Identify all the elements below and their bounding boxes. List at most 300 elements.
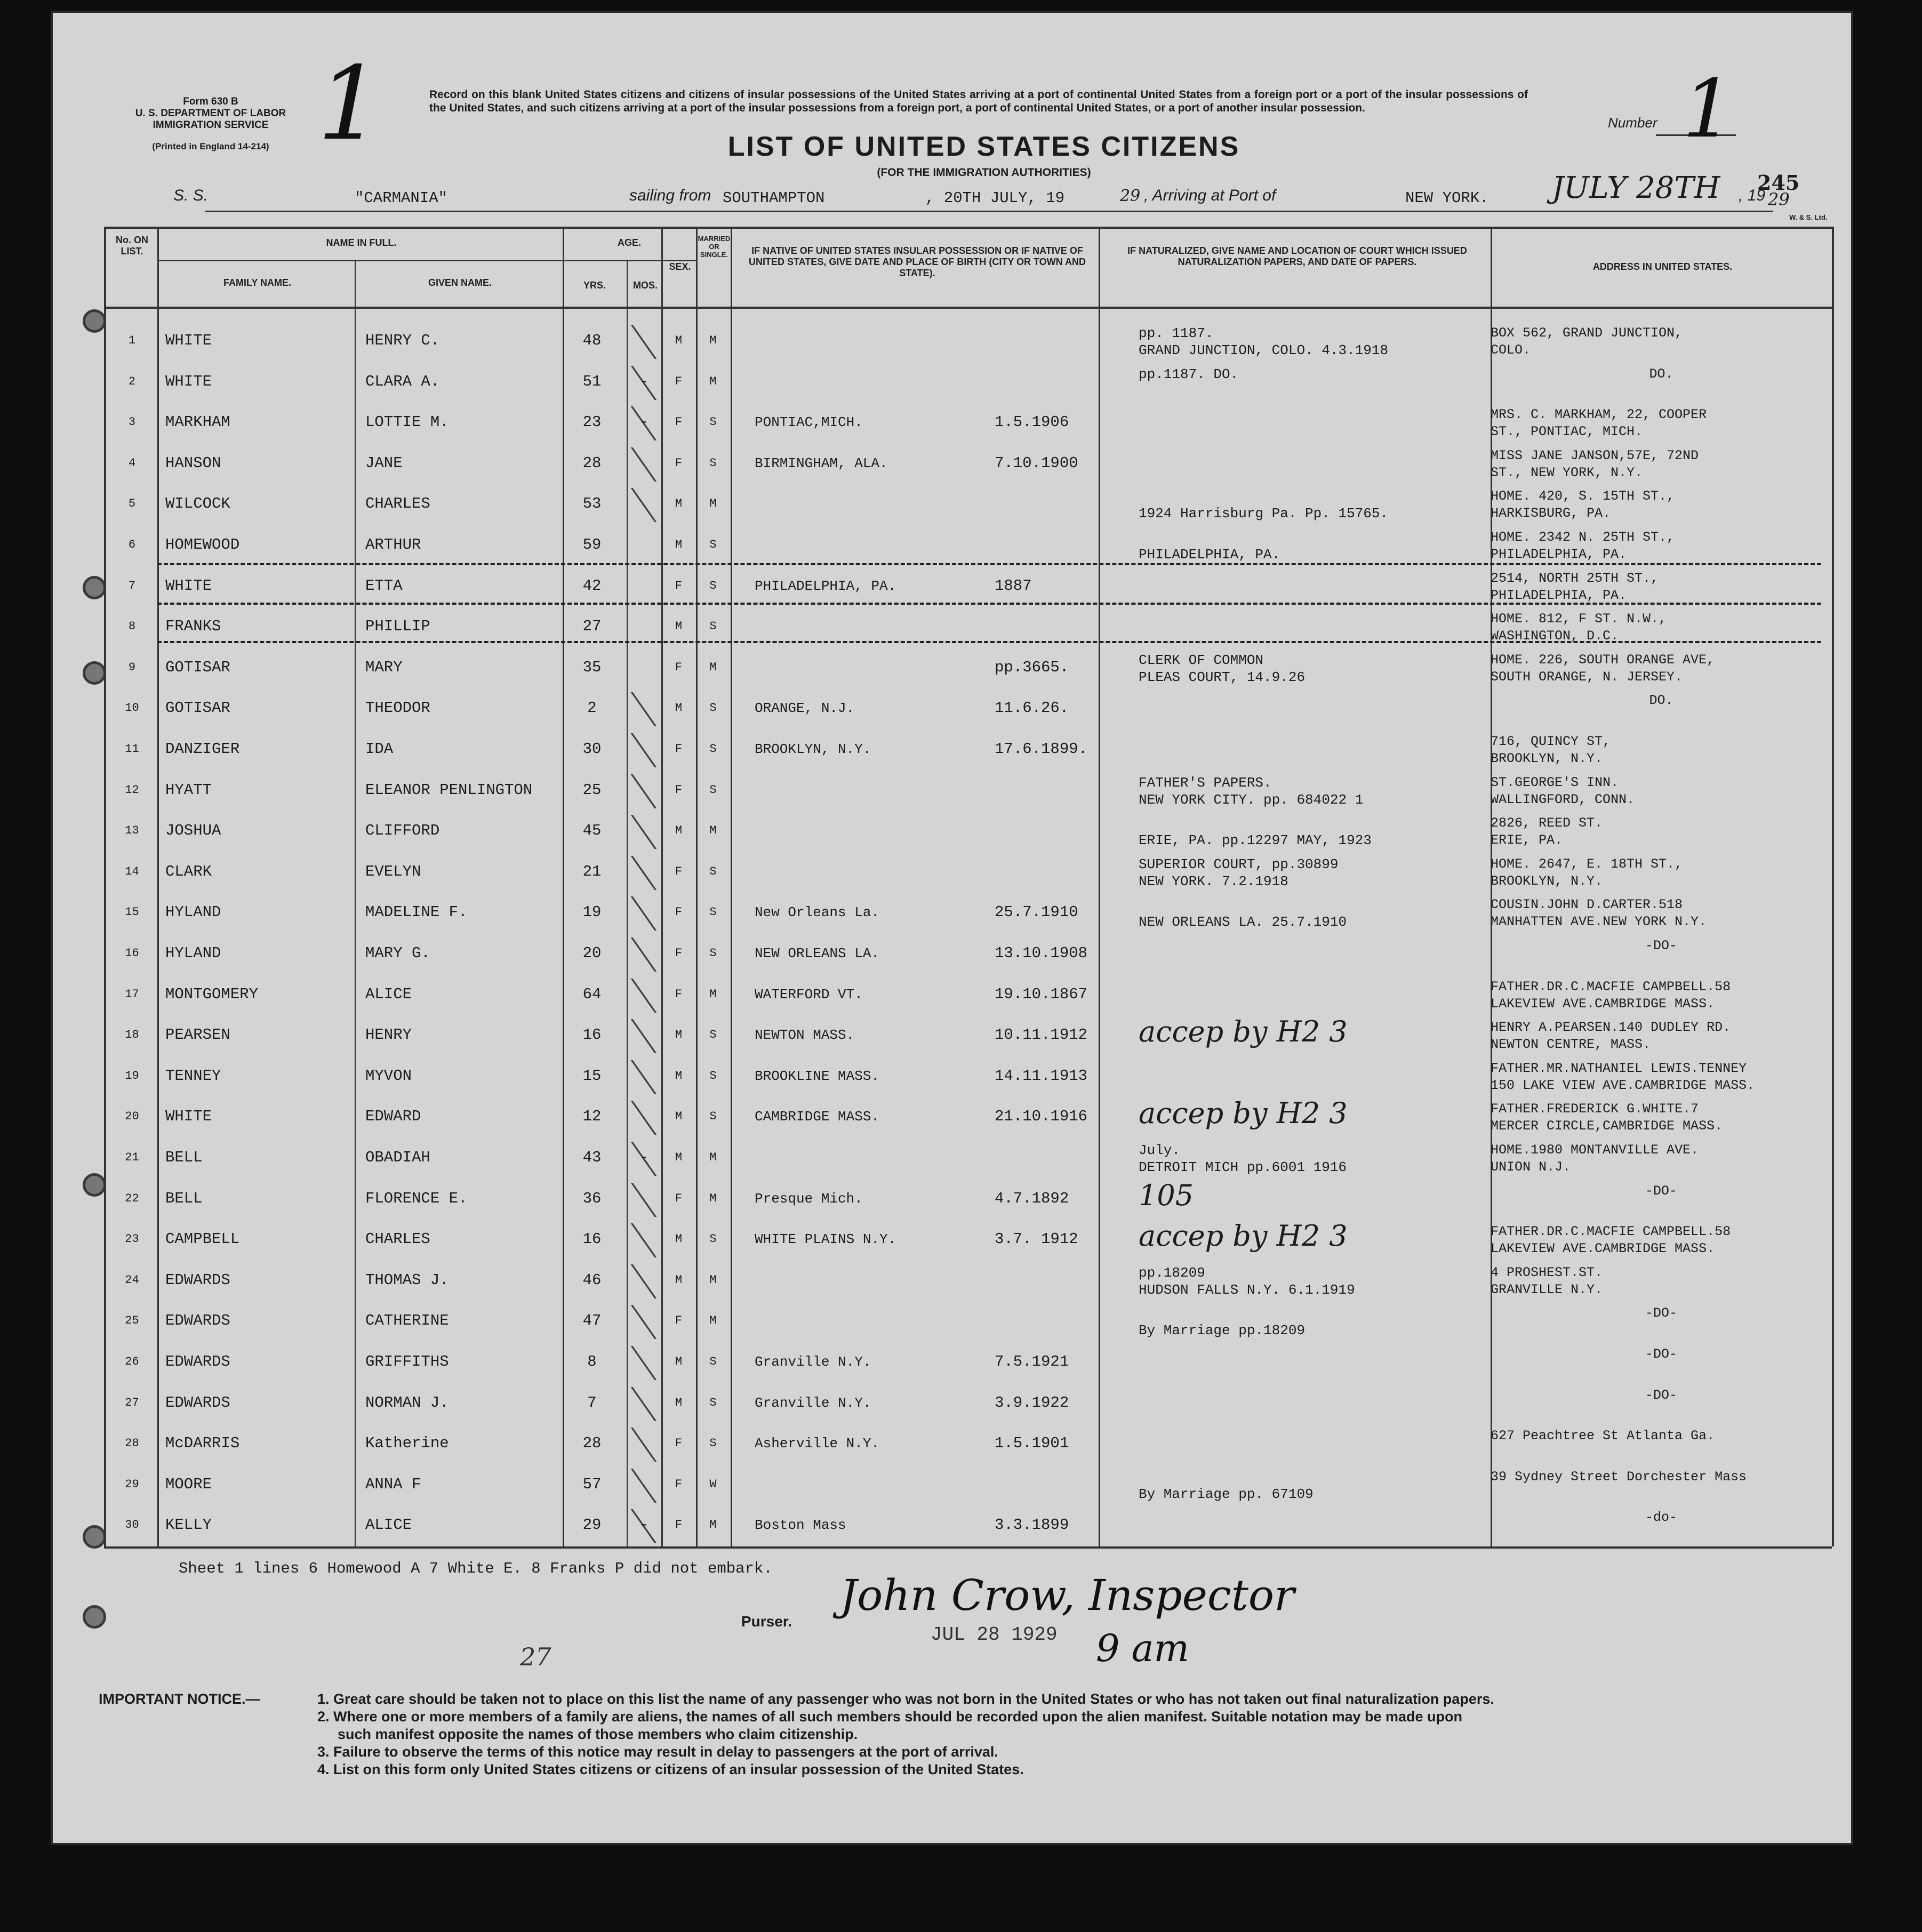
address-line-2: WASHINGTON, D.C.: [1491, 628, 1619, 644]
row-number: 4: [128, 456, 136, 470]
naturalization-line-1: accep by H2 3: [1139, 1096, 1348, 1131]
table-row: [51, 1221, 1853, 1262]
birth-date: 19.10.1867: [995, 985, 1088, 1003]
embark-note: Sheet 1 lines 6 Homewood A 7 White E. 8 Franks P did not embark.: [179, 1560, 773, 1577]
table-row: [51, 731, 1853, 772]
naturalization-line-2: NEW ORLEANS LA. 25.7.1910: [1139, 914, 1347, 931]
address-line-1: -DO-: [1645, 1387, 1677, 1403]
address-line-1: 2826, REED ST.: [1491, 815, 1603, 831]
family-name: DANZIGER: [165, 740, 240, 758]
family-name: HYLAND: [165, 903, 221, 921]
address-line-1: 2514, NORTH 25TH ST.,: [1491, 570, 1659, 586]
birth-place: Asherville N.Y.: [755, 1436, 880, 1452]
row-number: 12: [125, 783, 139, 797]
birth-place: Granville N.Y.: [755, 1394, 871, 1411]
row-number: 30: [125, 1518, 139, 1532]
row-number: 7: [128, 579, 136, 592]
family-name: HOMEWOOD: [165, 536, 240, 554]
sex: F: [675, 1518, 683, 1532]
marital-status: S: [709, 701, 717, 715]
marital-status: S: [709, 415, 717, 429]
row-number: 27: [125, 1396, 139, 1409]
address-line-1: FATHER.FREDERICK G.WHITE.7: [1491, 1101, 1699, 1117]
marital-status: W: [709, 1477, 717, 1491]
sex: F: [675, 783, 683, 797]
address-line-2: NEWTON CENTRE, MASS.: [1491, 1037, 1651, 1053]
table-row: [51, 1303, 1853, 1343]
naturalization-line-1: pp.18209: [1139, 1264, 1205, 1281]
family-name: McDARRIS: [165, 1434, 240, 1453]
marital-status: S: [709, 1232, 717, 1246]
address-line-1: 716, QUINCY ST,: [1491, 734, 1611, 749]
row-number: 24: [125, 1273, 139, 1287]
address-line-2: BROOKLYN, N.Y.: [1491, 873, 1603, 889]
arrive-year-prefix: , 19: [1739, 187, 1766, 204]
department: U. S. DEPARTMENT OF LABOR: [135, 108, 286, 119]
given-name: CLARA A.: [365, 372, 440, 390]
given-name: EDWARD: [365, 1108, 421, 1126]
given-name: MYVON: [365, 1067, 412, 1085]
birth-date: 1.5.1906: [995, 413, 1069, 431]
marital-status: M: [709, 987, 717, 1001]
arrive-year: 29: [1768, 189, 1790, 210]
table-row: [51, 1178, 1853, 1221]
col-age: AGE.: [617, 237, 641, 248]
strike-line-6: [157, 563, 1821, 565]
given-name: ARTHUR: [365, 536, 421, 554]
margin-mark: 27: [520, 1642, 551, 1671]
address-line-1: HOME. 812, F ST. N.W.,: [1491, 611, 1667, 627]
col-name-in-full: NAME IN FULL.: [326, 237, 397, 248]
date-stamp: JUL 28 1929: [931, 1624, 1058, 1646]
age-months: -: [639, 372, 649, 390]
row-number: 20: [125, 1110, 139, 1124]
table-row: [51, 690, 1853, 731]
sex: M: [675, 1110, 683, 1124]
row-number: 29: [125, 1477, 139, 1491]
page-title: LIST OF UNITED STATES CITIZENS: [727, 131, 1240, 162]
page-subtitle: (FOR THE IMMIGRATION AUTHORITIES): [877, 166, 1091, 179]
birth-place: PONTIAC,MICH.: [755, 414, 863, 431]
table-row: [51, 1140, 1853, 1180]
row-number: 16: [125, 947, 139, 960]
address-line-2: ST., NEW YORK, N.Y.: [1491, 464, 1643, 480]
age-years: 47: [582, 1312, 602, 1330]
sex: F: [675, 947, 683, 960]
row-number: 23: [125, 1232, 139, 1246]
birth-date: 3.7. 1912: [995, 1230, 1078, 1248]
table-row: [51, 364, 1853, 404]
sex: M: [675, 701, 683, 715]
birth-place: NEWTON MASS.: [755, 1027, 855, 1044]
row-number: 26: [125, 1355, 139, 1368]
row-number: 18: [125, 1028, 139, 1042]
row-number: 25: [125, 1314, 139, 1328]
age-years: 59: [582, 536, 602, 554]
sex: M: [675, 538, 683, 551]
age-years: 46: [582, 1271, 602, 1289]
marital-status: S: [709, 579, 717, 592]
sex: F: [675, 456, 683, 470]
marital-status: M: [709, 1191, 717, 1205]
marital-status: S: [709, 864, 717, 878]
table-row: [51, 1096, 1853, 1139]
sex: M: [675, 497, 683, 511]
birth-place: New Orleans La.: [755, 904, 880, 921]
address-line-1: HOME. 420, S. 15TH ST.,: [1491, 488, 1675, 504]
family-name: MONTGOMERY: [165, 985, 259, 1003]
table-row: [51, 1425, 1853, 1466]
table-row: [51, 976, 1853, 1017]
family-name: WHITE: [165, 576, 212, 595]
birth-date: 10.11.1912: [995, 1026, 1088, 1044]
voyage-rule: [205, 211, 1773, 212]
family-name: EDWARDS: [165, 1271, 230, 1289]
age-months: -: [639, 1149, 649, 1166]
sex: F: [675, 1437, 683, 1450]
address-line-1: -DO-: [1645, 938, 1677, 953]
notice-label: IMPORTANT NOTICE.—: [99, 1691, 260, 1707]
table-row: [51, 1262, 1853, 1303]
sail-date: , 20TH JULY, 19: [925, 189, 1065, 207]
strike-line-7: [157, 603, 1821, 605]
row-number: 9: [128, 660, 136, 674]
birth-place: BROOKLYN, N.Y.: [755, 741, 871, 757]
row-number: 11: [125, 742, 139, 756]
birth-date: 7.5.1921: [995, 1353, 1069, 1370]
printer-mark: W. & S. Ltd.: [1789, 213, 1828, 221]
address-line-2: SOUTH ORANGE, N. JERSEY.: [1491, 669, 1683, 685]
address-line-1: -do-: [1645, 1510, 1677, 1526]
age-years: 53: [582, 495, 602, 513]
age-years: 28: [582, 454, 602, 472]
age-months: -: [639, 413, 649, 431]
table-row: [51, 486, 1853, 526]
col-married: MARRIED OR SINGLE.: [698, 235, 731, 259]
marital-status: S: [709, 538, 717, 551]
address-line-1: HOME. 226, SOUTH ORANGE AVE,: [1491, 652, 1715, 668]
family-name: BELL: [165, 1189, 203, 1207]
age-years: 19: [582, 903, 602, 921]
naturalization-line-2: NEW YORK. 7.2.1918: [1139, 873, 1288, 889]
address-line-2: BROOKLYN, N.Y.: [1491, 751, 1603, 766]
birth-date: 3.9.1922: [995, 1393, 1069, 1412]
address-line-2: PHILADELPHIA, PA.: [1491, 547, 1627, 562]
address-line-2: 150 LAKE VIEW AVE.CAMBRIDGE MASS.: [1491, 1077, 1755, 1093]
marital-status: S: [709, 1069, 717, 1083]
given-name: Katherine: [365, 1434, 449, 1453]
col-birth: IF NATIVE OF UNITED STATES INSULAR POSSESSION OR IF NATIVE OF UNITED STATES, GIVE DATE AND PLACE OF BIRTH (CITY OR TOWN AND STATE).: [748, 245, 1086, 278]
row-number: 10: [125, 701, 139, 715]
port-from: SOUTHAMPTON: [723, 189, 825, 207]
age-months: -: [639, 1516, 649, 1534]
sex: M: [675, 1355, 683, 1368]
naturalization-line-2: NEW YORK CITY. pp. 684022 1: [1139, 791, 1364, 808]
marital-status: S: [709, 783, 717, 797]
col-sex: SEX.: [669, 261, 691, 272]
marital-status: M: [709, 824, 717, 838]
sail-year: 29: [1120, 187, 1141, 205]
col-family: FAMILY NAME.: [223, 277, 292, 288]
family-name: WHITE: [165, 1108, 212, 1126]
form-id-block: [131, 96, 291, 153]
page-number: 245: [1757, 171, 1800, 195]
sex: M: [675, 334, 683, 347]
naturalization-line-1: CLERK OF COMMON: [1139, 652, 1264, 668]
family-name: CLARK: [165, 862, 212, 880]
address-line-2: UNION N.J.: [1491, 1159, 1571, 1175]
age-years: 27: [582, 618, 602, 636]
address-line-1: DO.: [1649, 693, 1673, 709]
address-line-1: DO.: [1649, 366, 1673, 382]
birth-place: PHILADELPHIA, PA.: [755, 578, 896, 594]
given-name: HENRY C.: [365, 332, 440, 349]
age-years: 30: [582, 740, 602, 758]
age-years: 36: [582, 1189, 602, 1207]
sex: M: [675, 1232, 683, 1246]
marital-status: S: [709, 456, 717, 470]
address-line-2: MANHATTEN AVE.NEW YORK N.Y.: [1491, 914, 1707, 930]
age-years: 16: [582, 1026, 602, 1044]
given-name: CHARLES: [365, 1230, 430, 1248]
age-years: 7: [587, 1393, 597, 1412]
address-line-2: COLO.: [1491, 342, 1531, 358]
marital-status: S: [709, 1028, 717, 1042]
birth-place: ORANGE, N.J.: [755, 700, 855, 717]
address-line-1: MISS JANE JANSON,57E, 72ND: [1491, 447, 1699, 463]
naturalization-line-1: accep by H2 3: [1139, 1219, 1348, 1253]
ship-name: "CARMANIA": [355, 189, 448, 207]
naturalization-line-1: accep by H2 3: [1139, 1015, 1348, 1049]
col-given: GIVEN NAME.: [428, 277, 492, 288]
sex: F: [675, 905, 683, 919]
age-years: 48: [582, 332, 602, 349]
age-years: 29: [582, 1516, 602, 1534]
table-row: [51, 813, 1853, 853]
address-line-2: MERCER CIRCLE,CAMBRIDGE MASS.: [1491, 1118, 1723, 1134]
address-line-1: HOME. 2342 N. 25TH ST.,: [1491, 530, 1675, 545]
age-years: 25: [582, 781, 602, 799]
family-name: EDWARDS: [165, 1353, 230, 1370]
family-name: EDWARDS: [165, 1312, 230, 1330]
col-address: ADDRESS IN UNITED STATES.: [1592, 261, 1733, 272]
table-row: [51, 650, 1853, 690]
marital-status: S: [709, 620, 717, 634]
sex: M: [675, 1028, 683, 1042]
naturalization-line-2: ERIE, PA. pp.12297 MAY, 1923: [1139, 832, 1372, 849]
given-name: PHILLIP: [365, 618, 430, 636]
table-row: [51, 527, 1853, 567]
marital-status: M: [709, 1151, 717, 1164]
age-years: 16: [582, 1230, 602, 1248]
given-name: GRIFFITHS: [365, 1353, 449, 1370]
naturalization-line-1: July.: [1139, 1142, 1181, 1158]
given-name: ETTA: [365, 576, 403, 595]
table-row: [51, 1017, 1853, 1057]
given-name: NORMAN J.: [365, 1393, 449, 1412]
time-mark: 9 am: [1096, 1626, 1189, 1670]
birth-date: 14.11.1913: [995, 1067, 1088, 1085]
number-label: Number: [1608, 115, 1657, 131]
age-years: 8: [587, 1353, 597, 1370]
address-line-1: HOME. 2647, E. 18TH ST.,: [1491, 856, 1683, 872]
family-name: GOTISAR: [165, 699, 230, 717]
naturalization-line-2: GRAND JUNCTION, COLO. 4.3.1918: [1139, 342, 1389, 358]
row-number: 17: [125, 987, 139, 1001]
sex: F: [675, 374, 683, 388]
family-name: BELL: [165, 1149, 203, 1166]
given-name: MADELINE F.: [365, 903, 468, 921]
given-name: EVELYN: [365, 862, 421, 880]
row-number: 21: [125, 1151, 139, 1164]
ss-label: S. S.: [173, 187, 209, 204]
row-number: 6: [128, 538, 136, 551]
table-row: [51, 854, 1853, 894]
marital-status: S: [709, 1110, 717, 1124]
sailing-label: sailing from: [629, 187, 711, 204]
given-name: ALICE: [365, 985, 412, 1003]
port-to: NEW YORK.: [1405, 189, 1489, 207]
purser-label: Purser.: [741, 1613, 792, 1630]
table-row: [51, 1507, 1853, 1548]
address-line-2: LAKEVIEW AVE.CAMBRIDGE MASS.: [1491, 996, 1715, 1012]
birth-place: NEW ORLEANS LA.: [755, 945, 880, 961]
birth-date: 3.3.1899: [995, 1516, 1069, 1534]
family-name: MARKHAM: [165, 413, 230, 431]
birth-place: BIRMINGHAM, ALA.: [755, 455, 888, 471]
marital-status: M: [709, 1518, 717, 1532]
sex: F: [675, 415, 683, 429]
given-name: THOMAS J.: [365, 1271, 449, 1289]
birth-place: CAMBRIDGE MASS.: [755, 1109, 880, 1125]
family-name: KELLY: [165, 1516, 212, 1534]
birth-place: Boston Mass: [755, 1517, 846, 1534]
family-name: WHITE: [165, 372, 212, 390]
family-name: WHITE: [165, 332, 212, 349]
notice-2: 2. Where one or more members of a family are aliens, the names of all such members should be recorded upon the alien manifest. Suitable notation may be made upon: [317, 1709, 1463, 1725]
naturalization-line-2: By Marriage pp. 67109: [1139, 1486, 1314, 1502]
birth-date: 25.7.1910: [995, 903, 1078, 921]
sex: F: [675, 987, 683, 1001]
age-years: 35: [582, 658, 602, 676]
given-name: LOTTIE M.: [365, 413, 449, 431]
sex: F: [675, 1314, 683, 1328]
age-years: 51: [582, 372, 602, 390]
table-row: [51, 1466, 1853, 1507]
row-number: 13: [125, 824, 139, 838]
address-line-2: ST., PONTIAC, MICH.: [1491, 424, 1643, 440]
naturalization-line-2: 1924 Harrisburg Pa. Pp. 15765.: [1139, 506, 1389, 522]
birth-date: 11.6.26.: [995, 699, 1069, 717]
birth-place: Granville N.Y.: [755, 1354, 871, 1370]
family-name: EDWARDS: [165, 1393, 230, 1412]
birth-date: 21.10.1916: [995, 1108, 1088, 1126]
table-row: [51, 404, 1853, 445]
age-years: 64: [582, 985, 602, 1003]
naturalization-line-2: HUDSON FALLS N.Y. 6.1.1919: [1139, 1281, 1355, 1298]
manifest-sheet: [51, 11, 1853, 1845]
naturalization-line-2: PLEAS COURT, 14.9.26: [1139, 669, 1306, 685]
naturalization-line-2: PHILADELPHIA, PA.: [1139, 547, 1280, 563]
birth-date: 7.10.1900: [995, 454, 1078, 472]
family-name: HANSON: [165, 454, 221, 472]
marital-status: S: [709, 742, 717, 756]
family-name: TENNEY: [165, 1067, 221, 1085]
birth-place: Presque Mich.: [755, 1190, 863, 1207]
family-name: JOSHUA: [165, 822, 221, 840]
row-number: 22: [125, 1191, 139, 1205]
table-row: [51, 935, 1853, 976]
sex: M: [675, 1151, 683, 1164]
sex: M: [675, 620, 683, 634]
strike-line-8: [157, 641, 1821, 643]
family-name: CAMPBELL: [165, 1230, 240, 1248]
marital-status: S: [709, 1355, 717, 1368]
marital-status: S: [709, 1437, 717, 1450]
age-years: 15: [582, 1067, 602, 1085]
age-years: 23: [582, 413, 602, 431]
address-line-2: ERIE, PA.: [1491, 832, 1563, 848]
address-line-1: -DO-: [1645, 1305, 1677, 1321]
table-row: [51, 445, 1853, 486]
address-line-2: HARKISBURG, PA.: [1491, 506, 1611, 522]
intro-text: Record on this blank United States citizens and citizens of insular possessions of the United States arriving at a port of continental United States from a foreign port or a port of the insular possessions of the United States, and such citizens arriving at a port of the insular possessions from a foreign port, a port of continental United States, or a port of another insular possession.: [429, 89, 1528, 114]
address-line-1: COUSIN.JOHN D.CARTER.518: [1491, 897, 1683, 913]
notice-4: 4. List on this form only United States citizens or citizens of an insular possession of the United States.: [317, 1761, 1024, 1777]
address-line-2: LAKEVIEW AVE.CAMBRIDGE MASS.: [1491, 1241, 1715, 1257]
table-row: [51, 772, 1853, 813]
naturalization-line-2: DETROIT MICH pp.6001 1916: [1139, 1159, 1347, 1175]
given-name: CLIFFORD: [365, 822, 440, 840]
family-name: GOTISAR: [165, 658, 230, 676]
col-mos: MOS.: [632, 280, 658, 291]
family-name: FRANKS: [165, 618, 221, 636]
printed-note: (Printed in England 14-214): [152, 141, 269, 151]
marital-status: S: [709, 947, 717, 960]
age-years: 28: [582, 1434, 602, 1453]
service: IMMIGRATION SERVICE: [153, 119, 269, 131]
naturalization-line-1: SUPERIOR COURT, pp.30899: [1139, 856, 1339, 872]
address-line-1: MRS. C. MARKHAM, 22, COOPER: [1491, 407, 1707, 423]
marital-status: S: [709, 905, 717, 919]
marital-status: M: [709, 374, 717, 388]
sex: M: [675, 824, 683, 838]
family-name: HYLAND: [165, 944, 221, 962]
notice-2-cont: such manifest opposite the names of those members who claim citizenship.: [338, 1726, 858, 1742]
sex: F: [675, 1191, 683, 1205]
naturalization-line-1: 105: [1139, 1178, 1194, 1212]
given-name: MARY G.: [365, 944, 430, 962]
table-row: [51, 323, 1853, 363]
address-line-1: -DO-: [1645, 1183, 1677, 1199]
family-name: PEARSEN: [165, 1026, 230, 1044]
sheet-mark: 1: [317, 45, 382, 163]
address-line-1: HENRY A.PEARSEN.140 DUDLEY RD.: [1491, 1020, 1731, 1036]
age-years: 21: [582, 862, 602, 880]
given-name: IDA: [365, 740, 394, 758]
notice-list: [317, 1690, 1843, 1778]
sex: F: [675, 1477, 683, 1491]
given-name: THEODOR: [365, 699, 430, 717]
col-yrs: YRS.: [583, 280, 606, 291]
row-number: 8: [128, 620, 136, 634]
birth-date: 4.7.1892: [995, 1189, 1069, 1207]
col-naturalization: IF NATURALIZED, GIVE NAME AND LOCATION OF COURT WHICH ISSUED NATURALIZATION PAPERS, AND DATE OF PAPERS.: [1127, 245, 1467, 267]
given-name: HENRY: [365, 1026, 412, 1044]
birth-date: 1887: [995, 576, 1032, 595]
address-line-1: FATHER.MR.NATHANIEL LEWIS.TENNEY: [1491, 1060, 1747, 1076]
age-years: 43: [582, 1149, 602, 1166]
